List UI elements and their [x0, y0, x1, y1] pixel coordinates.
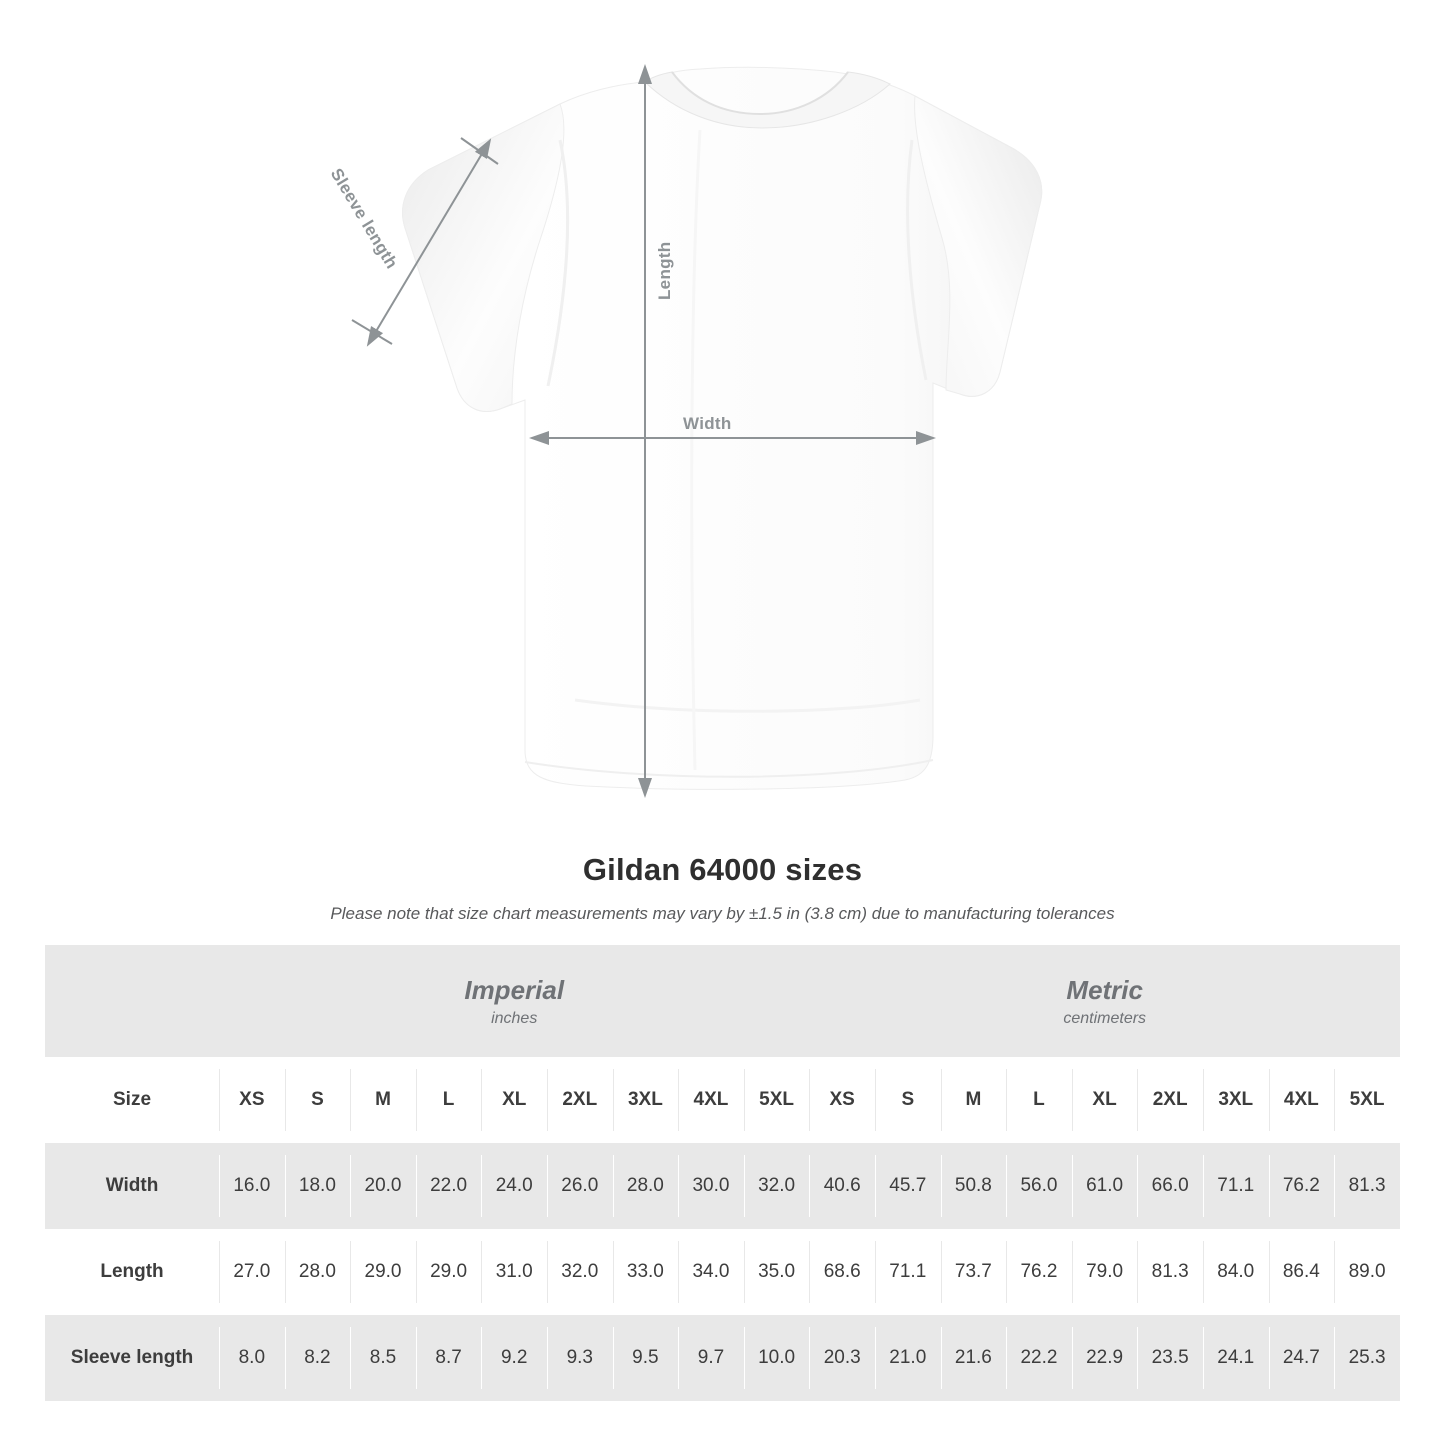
size-cell: 3XL	[613, 1057, 679, 1143]
value-cell: 71.1	[1203, 1143, 1269, 1229]
value-cell: 30.0	[678, 1143, 744, 1229]
value-cell: 86.4	[1269, 1229, 1335, 1315]
value-cell: 26.0	[547, 1143, 613, 1229]
value-cell: 34.0	[678, 1229, 744, 1315]
value-cell: 21.0	[875, 1315, 941, 1401]
size-table-container	[45, 945, 1400, 1401]
unit-name-metric: Metric	[1066, 974, 1143, 1005]
size-cell: S	[285, 1057, 351, 1143]
value-cell: 35.0	[744, 1229, 810, 1315]
value-cell: 20.3	[809, 1315, 875, 1401]
row-header-size: Size	[45, 1057, 219, 1143]
value-cell: 9.3	[547, 1315, 613, 1401]
value-cell: 25.3	[1334, 1315, 1400, 1401]
value-cell: 29.0	[350, 1229, 416, 1315]
size-table	[45, 945, 1400, 1401]
size-cell: 5XL	[1334, 1057, 1400, 1143]
value-cell: 66.0	[1137, 1143, 1203, 1229]
size-cell: L	[1006, 1057, 1072, 1143]
value-cell: 45.7	[875, 1143, 941, 1229]
value-cell: 68.6	[809, 1229, 875, 1315]
value-cell: 10.0	[744, 1315, 810, 1401]
size-cell: 3XL	[1203, 1057, 1269, 1143]
value-cell: 21.6	[941, 1315, 1007, 1401]
value-cell: 24.0	[481, 1143, 547, 1229]
table-row	[45, 1315, 1400, 1401]
value-cell: 40.6	[809, 1143, 875, 1229]
value-cell: 32.0	[744, 1143, 810, 1229]
unit-sub-imperial: inches	[491, 1010, 538, 1028]
size-cell: XL	[481, 1057, 547, 1143]
value-cell: 84.0	[1203, 1229, 1269, 1315]
value-cell: 8.2	[285, 1315, 351, 1401]
value-cell: 29.0	[416, 1229, 482, 1315]
length-label: Length	[655, 241, 674, 300]
value-cell: 79.0	[1072, 1229, 1138, 1315]
value-cell: 56.0	[1006, 1143, 1072, 1229]
value-cell: 33.0	[613, 1229, 679, 1315]
size-cell: S	[875, 1057, 941, 1143]
page-title: Gildan 64000 sizes	[582, 852, 863, 887]
size-cell: XS	[219, 1057, 285, 1143]
value-cell: 8.5	[350, 1315, 416, 1401]
value-cell: 89.0	[1334, 1229, 1400, 1315]
row-header-sleeve-length: Sleeve length	[45, 1315, 219, 1401]
unit-header-imperial	[219, 945, 809, 1057]
value-cell: 31.0	[481, 1229, 547, 1315]
value-cell: 76.2	[1006, 1229, 1072, 1315]
value-cell: 23.5	[1137, 1315, 1203, 1401]
value-cell: 81.3	[1334, 1143, 1400, 1229]
unit-header-metric	[809, 945, 1400, 1057]
size-cell: 4XL	[678, 1057, 744, 1143]
value-cell: 8.7	[416, 1315, 482, 1401]
value-cell: 28.0	[285, 1229, 351, 1315]
tolerance-note: Please note that size chart measurements may vary by ±1.5 in (3.8 cm) due to manufacturing tolerances	[330, 904, 1115, 923]
value-cell: 27.0	[219, 1229, 285, 1315]
value-cell: 32.0	[547, 1229, 613, 1315]
value-cell: 24.7	[1269, 1315, 1335, 1401]
table-row	[45, 1229, 1400, 1315]
unit-header-spacer	[45, 945, 219, 1057]
value-cell: 28.0	[613, 1143, 679, 1229]
value-cell: 9.2	[481, 1315, 547, 1401]
value-cell: 76.2	[1269, 1143, 1335, 1229]
value-cell: 18.0	[285, 1143, 351, 1229]
row-header-length: Length	[45, 1229, 219, 1315]
unit-sub-metric: centimeters	[1063, 1010, 1147, 1028]
size-cell: XL	[1072, 1057, 1138, 1143]
width-label: Width	[683, 414, 732, 433]
size-header-row	[45, 1057, 1400, 1143]
size-cell: 5XL	[744, 1057, 810, 1143]
size-cell: L	[416, 1057, 482, 1143]
unit-name-imperial: Imperial	[464, 974, 565, 1005]
row-header-width: Width	[45, 1143, 219, 1229]
value-cell: 73.7	[941, 1229, 1007, 1315]
value-cell: 9.7	[678, 1315, 744, 1401]
size-cell: XS	[809, 1057, 875, 1143]
size-cell: M	[350, 1057, 416, 1143]
size-cell: 2XL	[1137, 1057, 1203, 1143]
unit-header-row	[45, 945, 1400, 1057]
value-cell: 8.0	[219, 1315, 285, 1401]
value-cell: 9.5	[613, 1315, 679, 1401]
value-cell: 71.1	[875, 1229, 941, 1315]
value-cell: 81.3	[1137, 1229, 1203, 1315]
size-cell: 4XL	[1269, 1057, 1335, 1143]
value-cell: 22.0	[416, 1143, 482, 1229]
value-cell: 16.0	[219, 1143, 285, 1229]
value-cell: 24.1	[1203, 1315, 1269, 1401]
sleeve-length-label: Sleeve length	[326, 165, 402, 273]
size-cell: M	[941, 1057, 1007, 1143]
value-cell: 50.8	[941, 1143, 1007, 1229]
size-cell: 2XL	[547, 1057, 613, 1143]
value-cell: 22.2	[1006, 1315, 1072, 1401]
table-row	[45, 1143, 1400, 1229]
value-cell: 20.0	[350, 1143, 416, 1229]
value-cell: 61.0	[1072, 1143, 1138, 1229]
value-cell: 22.9	[1072, 1315, 1138, 1401]
